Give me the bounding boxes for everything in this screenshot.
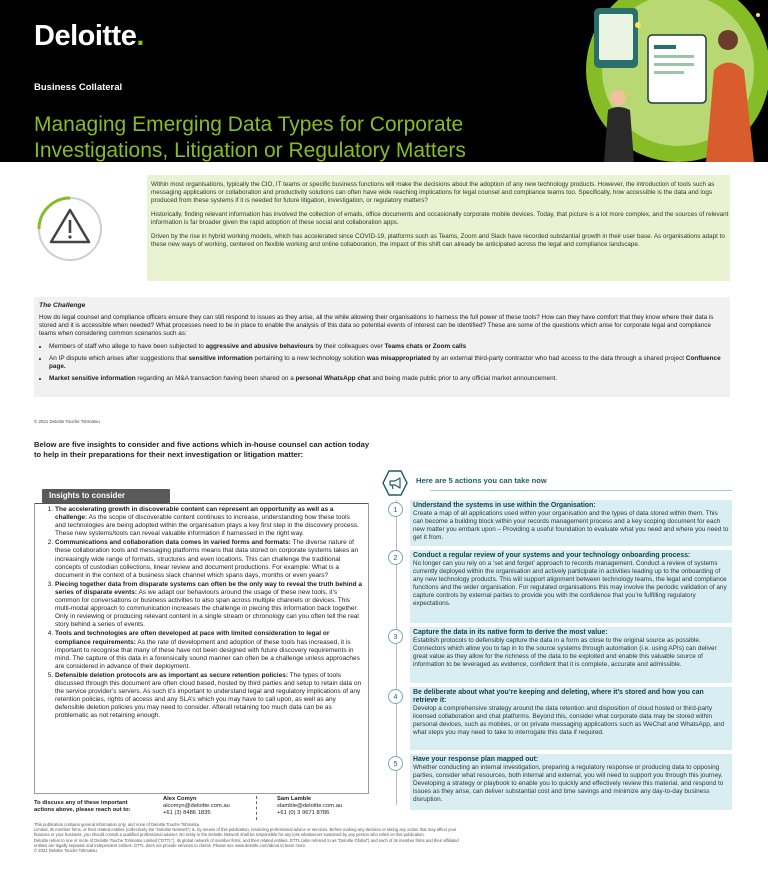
action-title: Conduct a regular review of your systems and your technology onboarding process: xyxy=(413,552,691,559)
action-card xyxy=(410,500,732,546)
step-number: 2 xyxy=(388,550,403,565)
action-title: Capture the data in its native form to derive the most value: xyxy=(413,629,608,636)
actions-divider xyxy=(430,490,732,491)
action-card xyxy=(410,627,732,683)
action-card xyxy=(410,687,732,750)
action-card xyxy=(410,550,732,623)
insight-item: 4. Tools and technologies are often developed at pace with limited consideration to legal or compliance requirements: As the rate of development and adoption of these tools has increased, it is important to recognise that many of these have not been designed with future discovery requirements in mind. The capture of this data in a forensically sound manner can often be a challenge unless approaches are considered in advance of their deployment. xyxy=(55,630,362,670)
step-number: 4 xyxy=(388,689,403,704)
insights-intro: Below are five insights to consider and five actions which in-house counsel can action today to help in their preparations for their next investigation or litigation matter: xyxy=(34,440,370,459)
intro-panel xyxy=(147,175,730,281)
contact-card xyxy=(277,796,342,817)
action-title: Understand the systems in use within the Organisation: xyxy=(413,502,596,509)
contact-email[interactable]: alcomyn@deloitte.com.au xyxy=(163,803,230,809)
page-title: Managing Emerging Data Types for Corporate Investigations, Litigation or Regulatory Matters xyxy=(34,113,466,162)
intro-paragraph: Driven by the rise in hybrid working models, which has accelerated since COVID-19, platforms such as Teams, Zoom and Slack have recorded substantial growth in their user base. As organisations adapt to these new ways of working, centered on flexible working and online collaboration, the impact of this shift can already be anticipated across the legal and compliance landscape. xyxy=(151,233,725,248)
list-item: • An IP dispute which arises after suggestions that sensitive information pertaining to a new technology solution was misappropriated by an external third-party contractor who had access to the data through a shared project Confluence page. xyxy=(49,355,724,371)
contact-name: Alex Comyn xyxy=(163,796,197,802)
intro-paragraph: Historically, finding relevant information has involved the collection of emails, office documents and occasionally corporate mobile devices. Today, that picture is a lot more complex, and the sources of relevant information is far broader given the rapid adoption of these social and collaboration apps. xyxy=(151,211,729,226)
contact-email[interactable]: slamble@deloitte.com.au xyxy=(277,803,343,809)
challenge-panel xyxy=(34,297,730,397)
copyright-text: © 2021 Deloitte Touche Tohmatsu xyxy=(34,419,100,424)
megaphone-icon xyxy=(382,470,408,496)
action-body: Create a map of all applications used within your organisation and the types of data stored within them. This can become a building block within your records management process and a key scoping document for each new matter you embark upon – Providing a useful foundation to evaluate what you need and where you need to get it from. xyxy=(413,510,729,541)
action-title: Be deliberate about what you’re keeping and deleting, where it’s stored and how you can retrieve it: xyxy=(413,689,704,704)
contact-label: To discuss any of these important actions above, please reach out to: xyxy=(34,800,131,813)
contact-phone: +61 (3) 8486 1835 xyxy=(163,810,211,816)
collateral-label: Business Collateral xyxy=(34,82,123,93)
list-item: • Members of staff who allege to have been subjected to aggressive and abusive behaviours by their colleagues over Teams chats or Zoom calls xyxy=(49,343,724,351)
contact-divider xyxy=(256,796,257,820)
insights-panel xyxy=(34,503,369,794)
insight-item: 3. Piecing together data from disparate systems can often be the only way to reveal the truth behind a series of disparate events: As we adapt our behaviours around the usage of these new tools, it’s common for conversations or business activities to also span across multiple channels or devices. This multi-modal approach to communication increases the challenge in piecing this information back together. Only in reviewing or producing relevant content in a single stream or chronology can you often tell the real story behind a series of events. xyxy=(55,581,362,630)
legal-disclaimer: This publication contains general information only, and none of Deloitte Touche Tohmatsu Limited, its member firms, or their related entities (collectively the "Deloitte Network") is, by means of this publication, rendering professional advice or services. Before making any decision or taking any action that may affect your finances or your business, you should consult a qualified professional adviser. No entity in the Deloitte Network shall be responsible for any loss whatsoever sustained by any person who relies on this publication. Deloitte refers to one or more of Deloitte Touche Tohmatsu Limited ("DTTL"), its global network of member firms, and their related entities. DTTL (also referred to as "Deloitte Global") and each of its member firms and their affiliated entities are legally separate and independent entities. DTTL does not provide services to clients. Please see www.deloitte.com/about to learn more. © 2021 Deloitte Touche Tohmatsu. xyxy=(34,822,459,854)
action-card xyxy=(410,754,732,810)
list-item: • Market sensitive information regarding an M&A transaction having been shared on a personal WhatsApp chat and being made public prior to any official market announcement. xyxy=(49,375,724,383)
action-body: No longer can you rely on a ‘set and forget’ approach to records management. Conduct a review of systems currently deployed within the organisation and actively participate in activities leading up to the onboarding of any new technology products. This will support alignment between technology teams, the legal and compliance functions and the wider organisation. For regulated organisations this may involve the periodic validation of any capture controls by external parties to provide you with the confidence that you’re fulfilling regulatory expectations. xyxy=(413,560,727,607)
contact-card xyxy=(163,796,230,817)
hero-banner xyxy=(0,0,768,162)
step-number: 1 xyxy=(388,502,403,517)
action-body: Whether conducting an internal investigation, preparing a regulatory response or producing data to opposing parties, consider what resources, both internal and external, you will need to support you through this journey. Developing a strategy or playbook to enable you to quickly and effectively review this material, and respond to issues as they arise, can deliver substantial cost and time savings and minimize any day-to-day business disruption. xyxy=(413,764,724,803)
contact-phone: +61 (0) 3 9671 8786 xyxy=(277,810,330,816)
challenge-paragraph: How do legal counsel and compliance officers ensure they can still respond to issues as they arise, all the while allowing their organisations to harness the full power of these tools? How can they have comfort that they know where their data is stored and it is accessible when needed? What processes need to be in place to enable the analysis of this data so potential events of interest can be identified? These are some of the questions which arise for corporate legal and compliance teams when considering common scenarios such as: xyxy=(39,314,714,337)
insight-item: 5. Defensible deletion protocols are as important as secure retention policies: The types of tools discussed through this document are often cloud based, hosted by third parties and setup to retain data on the service provider’s servers. As such it’s important to understand legal and regulatory implications of any retention policies, rights of access and any SLA’s which you may have to call upon, as well as any defensible deletion policies you may need to consider. Afterall retaining too much data can be as problematic as not retaining enough. xyxy=(55,672,362,721)
contact-name: Sam Lamble xyxy=(277,796,312,802)
warning-icon xyxy=(37,196,103,262)
intro-paragraph: Within most organisations, typically the CIO, IT teams or specific business functions will make the decisions about the adoption of any new technology products. However, the introduction of tools such as messaging applications or collaboration and productivity solutions can often have wide reaching implications for legal counsel and compliance teams too. Specifically, how accessible is the data and logs produced from these systems if it is needed for future litigation, investigation, or regulatory matters? xyxy=(151,181,715,204)
insight-item: 2. Communications and collaboration data comes in varied forms and formats: The diverse nature of these collaboration tools and messaging platforms means that data stored on corporate systems takes an increasingly wide range of formats, structures and even locations. This can challenge the traditional concepts of custodian collections, linear review and document productions. For example: What is a document in the context of a business slack channel which spans days, months or even years? xyxy=(55,539,362,579)
step-number: 3 xyxy=(388,629,403,644)
deloitte-logo: Deloitte. xyxy=(34,20,144,52)
people-illustration xyxy=(578,0,768,162)
insights-tab: Insights to consider xyxy=(42,489,170,503)
challenge-heading: The Challenge xyxy=(39,302,86,309)
actions-heading: Here are 5 actions you can take now xyxy=(416,476,547,485)
step-number: 5 xyxy=(388,756,403,771)
insight-item: 1. The accelerating growth in discoverable content can represent an opportunity as well as a challenge: As the scope of discoverable content continues to increase, understanding how these tools and technologies are being adopted within the organisation plays a key first step in the discovery process. These new systems/tools can reveal valuable information if harnessed in the right way. xyxy=(55,506,362,538)
action-body: Establish protocols to defensibly capture the data in a form as close to the original source as possible. Connectors which allow you to tap in to the source systems through automation (i.e. using APIs) can deliver great value as they allow for the richness of the data to be exploited and enable this valuable source of information to be leveraged as evidence, confident that it is complete, accurate and admissible. xyxy=(413,637,717,668)
action-body: Develop a comprehensive strategy around the data retention and disposition of cloud hosted or third-party licensed collaboration and chat platforms. Beyond this, consider what corporate data may be stored within personal devices, such as mobiles, or on private messaging applications such as WeChat and WhatsApp, and what steps you may need to take to interrogate this data if required. xyxy=(413,705,725,736)
scenario-list xyxy=(39,343,724,383)
action-title: Have your response plan mapped out: xyxy=(413,756,539,763)
